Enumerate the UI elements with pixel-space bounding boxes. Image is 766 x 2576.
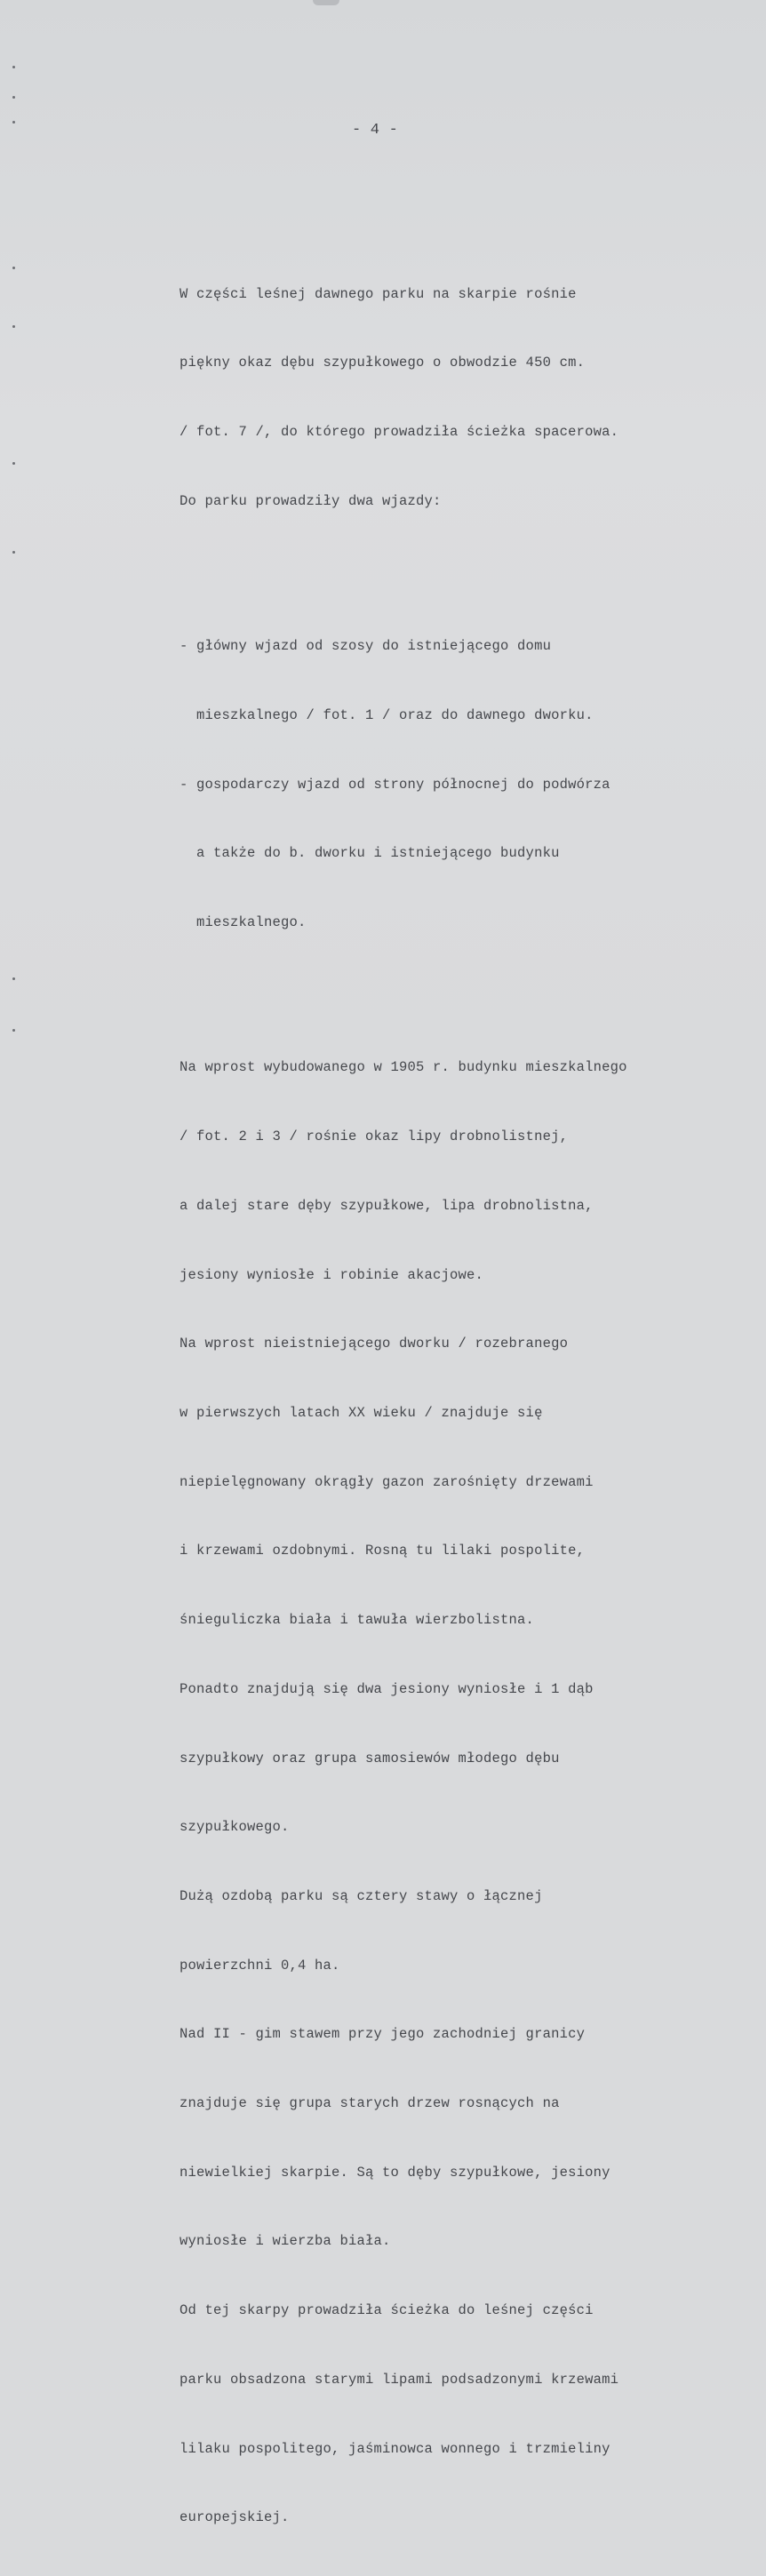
body-text — [180, 214, 627, 2576]
text-line: szypułkowego. — [180, 1819, 290, 1836]
text-line: lilaku pospolitego, jaśminowca wonnego i trzmieliny — [180, 2440, 610, 2457]
text-line: piękny okaz dębu szypułkowego o obwodzie 450 cm. — [180, 355, 586, 371]
text-line: szypułkowy oraz grupa samosiewów młodego dębu — [180, 1750, 560, 1767]
margin-speck — [12, 551, 15, 554]
text-line: w pierwszych latach XX wieku / znajduje się — [180, 1405, 543, 1421]
text-line: jesiony wyniosłe i robinie akacjowe. — [180, 1266, 484, 1283]
text-line: niepielęgnowany okrągły gazon zarośnięty drzewami — [180, 1473, 594, 1490]
text-line: Na wprost wybudowanego w 1905 r. budynku mieszkalnego — [180, 1059, 627, 1076]
margin-speck — [12, 96, 15, 99]
list-item-line: - główny wjazd od szosy do istniejącego domu — [180, 638, 552, 655]
margin-speck — [12, 66, 15, 68]
paper-mark — [313, 0, 339, 5]
text-line: parku obsadzona starymi lipami podsadzonymi krzewami — [180, 2371, 619, 2388]
text-line: Na wprost nieistniejącego dworku / rozebranego — [180, 1336, 569, 1352]
text-line: a dalej stare dęby szypułkowe, lipa drobnolistna, — [180, 1197, 594, 1214]
text-line: wyniosłe i wierzba biała. — [180, 2233, 391, 2250]
margin-speck — [12, 121, 15, 124]
text-line: W części leśnej dawnego parku na skarpie rośnie — [180, 285, 577, 302]
margin-speck — [12, 977, 15, 980]
text-line: Do parku prowadziły dwa wjazdy: — [180, 492, 442, 509]
text-line: znajduje się grupa starych drzew rosnących na — [180, 2095, 560, 2112]
text-line: i krzewami ozdobnymi. Rosną tu lilaki pospolite, — [180, 1543, 586, 1559]
page-number: - 4 - — [352, 122, 399, 139]
text-line: / fot. 2 i 3 / rośnie okaz lipy drobnolistnej, — [180, 1128, 569, 1145]
text-line: Ponadto znajdują się dwa jesiony wyniosłe i 1 dąb — [180, 1680, 594, 1697]
list-item-line: a także do b. dworku i istniejącego budynku — [180, 845, 560, 862]
text-line: / fot. 7 /, do którego prowadziła ścieżka spacerowa. — [180, 424, 619, 441]
text-line: Nad II - gim stawem przy jego zachodniej granicy — [180, 2026, 586, 2043]
margin-speck — [12, 462, 15, 465]
list-item-line: mieszkalnego / fot. 1 / oraz do dawnego dworku. — [180, 706, 594, 723]
list-item-line: - gospodarczy wjazd od strony północnej do podwórza — [180, 776, 610, 793]
margin-speck — [12, 1029, 15, 1032]
text-line: Dużą ozdobą parku są cztery stawy o łącznej — [180, 1887, 543, 1904]
text-line: powierzchni 0,4 ha. — [180, 1957, 340, 1974]
text-line: śnieguliczka biała i tawuła wierzbolistna. — [180, 1612, 535, 1629]
text-line: europejskiej. — [180, 2509, 290, 2526]
margin-speck — [12, 325, 15, 328]
margin-speck — [12, 267, 15, 269]
text-line: niewielkiej skarpie. Są to dęby szypułkowe, jesiony — [180, 2164, 610, 2181]
text-line: Od tej skarpy prowadziła ścieżka do leśnej części — [180, 2302, 594, 2319]
list-item-line: mieszkalnego. — [180, 914, 307, 931]
